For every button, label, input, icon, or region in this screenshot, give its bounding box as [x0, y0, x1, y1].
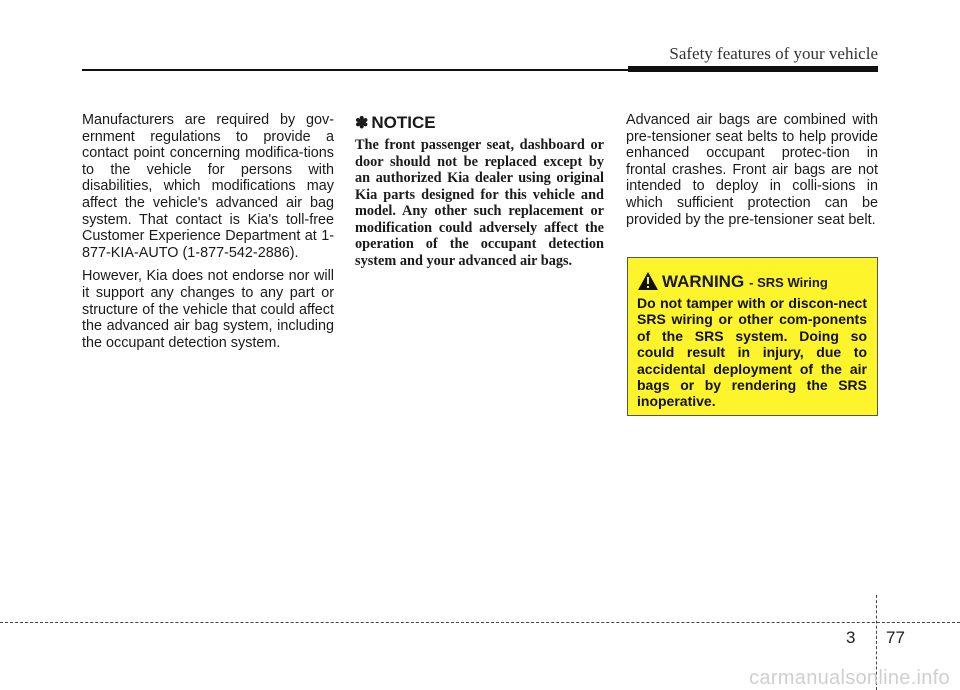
page-number: 77: [886, 628, 905, 647]
footer-rule: [0, 622, 960, 623]
warning-label: WARNING: [662, 272, 745, 291]
warning-box: [627, 257, 878, 416]
right-column: [626, 112, 878, 235]
warning-triangle-icon: [637, 271, 659, 291]
paragraph-advanced-airbags: Advanced air bags are combined with pre-tensioner seat belts to help provide enhanced occupant protec-tion in frontal crashes. Front air bags are not intended to deploy in colli-sions in which sufficient protection can be provided by the pre-tensioner seat belt.: [626, 112, 878, 228]
warning-heading: [637, 271, 867, 291]
notice-heading: [355, 112, 604, 134]
section-title: Safety features of your vehicle: [669, 44, 878, 63]
notice-text: The front passenger seat, dashboard or door should not be replaced except by an authorized Kia dealer using original Kia parts designed for this vehicle and model. Any other such replacement or modification could adversely affect the operation of the occupant detection system and your advanced air bags.: [355, 137, 604, 269]
paragraph-endorse: However, Kia does not endorse nor will it support any changes to any part or structure of the vehicle that could affect the advanced air bag system, including the occupant detection system.: [82, 268, 334, 351]
chapter-number: 3: [846, 628, 856, 647]
watermark: carmanualsonline.info: [749, 667, 950, 689]
star-icon: ✽: [355, 115, 369, 132]
notice-label: NOTICE: [371, 113, 436, 132]
header-rule-accent: [628, 66, 878, 72]
left-column: [82, 112, 334, 358]
notice-section: [355, 112, 604, 269]
paragraph-contact: Manufacturers are required by gov-ernment regulations to provide a contact point concerning modifica-tions to the vehicle for persons with disabilities, which modifications may affect the vehicle's advanced air bag system. That contact is Kia's toll-free Customer Experience Department at 1-877-KIA-AUTO (1-877-542-2886).: [82, 112, 334, 261]
warning-text: Do not tamper with or discon-nect SRS wiring or other com-ponents of the SRS system. Doing so could result in injury, due to accidental deployment of the air bags or by rendering the SRS inoperative.: [637, 295, 867, 410]
warning-subtitle: - SRS Wiring: [749, 275, 828, 290]
